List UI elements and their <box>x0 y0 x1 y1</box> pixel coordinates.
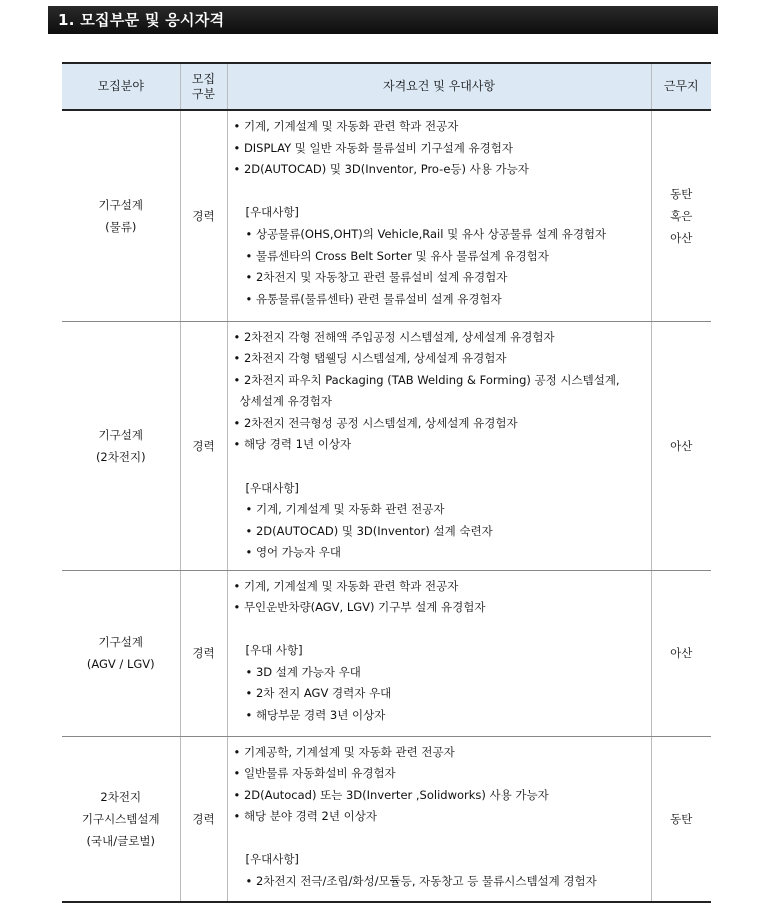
requirement-line: • 영어 가능자 우대 <box>245 545 342 560</box>
blank-line <box>234 828 647 850</box>
field-line: 기구설계 <box>98 427 143 442</box>
type-cell: 경력 <box>180 570 227 736</box>
requirement-line: • 2차 전지 AGV 경력자 우대 <box>245 686 392 701</box>
header-requirements: 자격요건 및 우대사항 <box>227 63 651 110</box>
requirement-line: • 기계, 기계설계 및 자동화 관련 학과 전공자 <box>233 578 459 593</box>
preference-heading: [우대사항] <box>245 480 299 495</box>
location-cell <box>651 736 711 902</box>
requirement-line: • 무인운반차량(AGV, LGV) 기구부 설계 유경험자 <box>233 600 486 615</box>
field-cell <box>62 110 180 321</box>
preference-heading: [우대사항] <box>245 205 299 220</box>
requirements-cell <box>227 570 651 736</box>
field-line: (AGV / LGV) <box>86 657 155 671</box>
field-cell <box>62 570 180 736</box>
header-type-line: 모집 <box>191 71 216 86</box>
requirement-line: • 2차전지 및 자동창고 관련 물류설비 설계 유경험자 <box>245 270 508 285</box>
requirement-line: • 3D 설계 가능자 우대 <box>245 664 361 679</box>
requirement-line: • 2차전지 전극형성 공정 시스템설계, 상세설계 유경험자 <box>233 415 518 430</box>
type-cell: 경력 <box>180 321 227 570</box>
requirement-line: • 2D(Autocad) 또는 3D(Inverter ,Solidworks) 사용 가능자 <box>233 787 549 802</box>
field-line: 기구설계 <box>98 197 143 212</box>
field-line: 기구설계 <box>98 635 143 649</box>
table-row <box>62 570 711 736</box>
field-cell <box>62 736 180 902</box>
requirement-line: • 2차전지 각형 전해액 주입공정 시스템설계, 상세설계 유경험자 <box>233 329 555 344</box>
requirement-line: • 일반물류 자동화설비 유경험자 <box>233 766 396 781</box>
location-cell <box>651 570 711 736</box>
recruitment-table <box>62 62 711 903</box>
requirement-line: • 해당 경력 1년 이상자 <box>233 437 352 452</box>
requirement-line: • 기계, 기계설계 및 자동화 관련 학과 전공자 <box>233 119 459 133</box>
type-cell: 경력 <box>180 110 227 321</box>
blank-line <box>234 619 647 641</box>
requirement-line: • 2차전지 전극/조립/화성/모듈등, 자동창고 등 물류시스템설계 경험자 <box>245 874 597 889</box>
requirement-line: • DISPLAY 및 일반 자동화 물류설비 기구설계 유경험자 <box>233 140 513 155</box>
location-cell <box>651 321 711 570</box>
requirement-line: • 2D(AUTOCAD) 및 3D(Inventor) 설계 숙련자 <box>245 523 493 538</box>
requirement-line: • 2차전지 파우치 Packaging (TAB Welding & Forming) 공정 시스템설계, <box>233 372 620 387</box>
location-cell <box>651 110 711 321</box>
table-row <box>62 321 711 570</box>
field-line: 기구시스템설계 <box>81 811 160 826</box>
location-line: 아산 <box>670 438 693 453</box>
location-line: 아산 <box>670 230 693 245</box>
header-type <box>180 63 227 110</box>
requirement-line: • 2차전지 각형 탭웰딩 시스템설계, 상세설계 유경험자 <box>233 351 507 366</box>
type-cell: 경력 <box>180 736 227 902</box>
table-row <box>62 736 711 902</box>
requirement-line: • 물류센타의 Cross Belt Sorter 및 유사 물류설계 유경험자 <box>245 248 549 263</box>
requirement-line: • 2D(AUTOCAD) 및 3D(Inventor, Pro-e등) 사용 가능자 <box>233 162 529 177</box>
requirements-cell <box>227 110 651 321</box>
requirement-line: 상세설계 유경험자 <box>239 394 333 409</box>
requirement-line: • 기계공학, 기계설계 및 자동화 관련 전공자 <box>233 744 455 759</box>
field-line: (국내/글로벌) <box>86 833 155 848</box>
section-title: 1. 모집부문 및 응시자격 <box>48 6 718 34</box>
location-line: 혹은 <box>670 208 693 223</box>
requirement-line: • 해당 분야 경력 2년 이상자 <box>233 809 377 824</box>
header-type-line: 구분 <box>191 86 216 101</box>
location-line: 아산 <box>670 646 693 660</box>
table-row <box>62 110 711 321</box>
header-location: 근무지 <box>651 63 711 110</box>
location-line: 동탄 <box>670 186 693 201</box>
requirement-line: • 기계, 기계설계 및 자동화 관련 전공자 <box>245 502 445 517</box>
requirements-cell <box>227 736 651 902</box>
blank-line <box>234 456 647 478</box>
requirement-line: • 해당부문 경력 3년 이상자 <box>245 708 386 723</box>
blank-line <box>234 181 647 203</box>
requirements-cell <box>227 321 651 570</box>
field-line: (물류) <box>105 219 137 234</box>
preference-heading: [우대사항] <box>245 852 299 867</box>
field-line: (2차전지) <box>95 449 146 464</box>
requirement-line: • 상공물류(OHS,OHT)의 Vehicle,Rail 및 유사 상공물류 설계 유경험자 <box>245 226 607 241</box>
header-field: 모집분야 <box>62 63 180 110</box>
field-line: 2차전지 <box>100 789 142 804</box>
field-cell <box>62 321 180 570</box>
location-line: 동탄 <box>670 811 693 826</box>
table-header-row <box>62 63 711 110</box>
preference-heading: [우대 사항] <box>245 643 303 658</box>
requirement-line: • 유통물류(물류센타) 관련 물류설비 설계 유경험자 <box>245 291 502 306</box>
